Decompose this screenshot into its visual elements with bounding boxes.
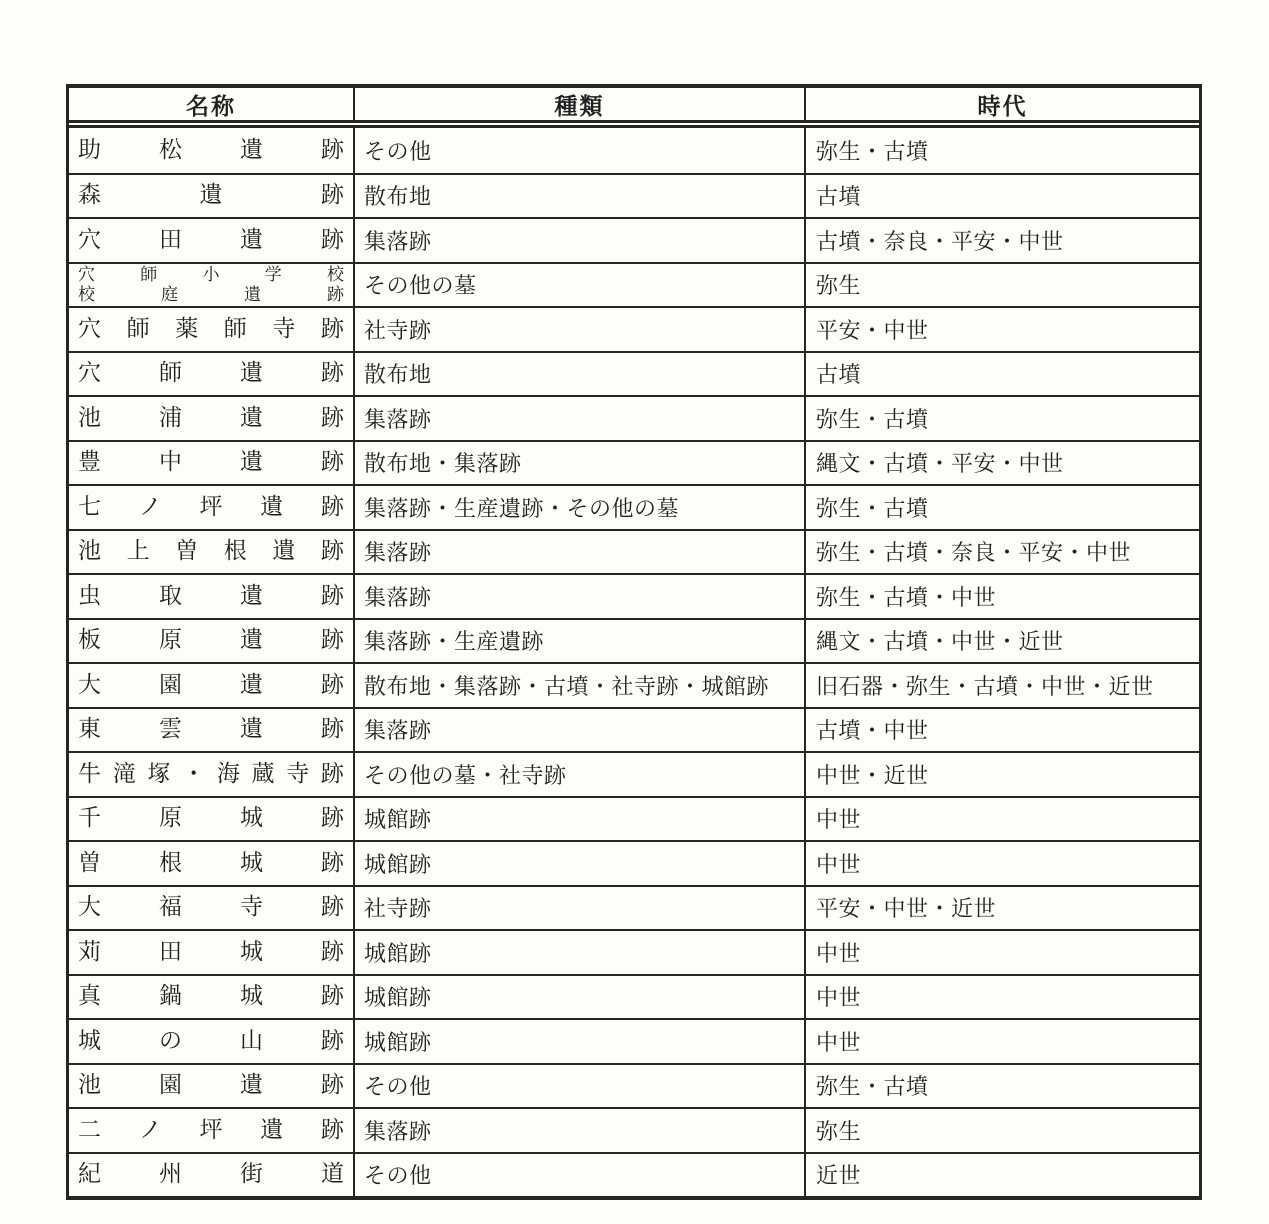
table-row — [69, 707, 1199, 752]
site-type-cell: 集落跡 — [355, 397, 806, 440]
site-type-cell: 社寺跡 — [355, 308, 806, 351]
site-type-cell: その他 — [355, 1154, 806, 1197]
site-name-line: 虫 取 遺 跡 — [78, 582, 344, 609]
table-row — [69, 974, 1199, 1019]
site-name-cell — [69, 219, 355, 262]
site-era-cell: 弥生・古墳・中世 — [816, 585, 997, 611]
site-era-cell: 古墳・中世 — [816, 719, 929, 745]
site-name-line: 七 ノ 坪 遺 跡 — [78, 493, 344, 520]
site-name-cell — [69, 1109, 355, 1152]
table-row — [69, 128, 1199, 173]
site-name-cell — [69, 397, 355, 440]
site-era-cell: 弥生・古墳 — [816, 139, 929, 165]
site-name-cell — [69, 664, 355, 707]
site-name-line: 穴 田 遺 跡 — [78, 226, 344, 253]
table-row — [69, 840, 1199, 885]
site-name-cell — [69, 931, 355, 974]
site-type-cell: その他の墓・社寺跡 — [355, 753, 806, 796]
table-row — [69, 662, 1199, 707]
site-era-cell: 弥生 — [816, 274, 862, 300]
site-name-cell — [69, 1154, 355, 1197]
table-row — [69, 395, 1199, 440]
site-type-cell: 集落跡 — [355, 709, 806, 752]
header-era: 時代 — [977, 93, 1028, 120]
site-name-cell — [69, 709, 355, 752]
table-row — [69, 306, 1199, 351]
site-name-cell — [69, 575, 355, 618]
table-row — [69, 618, 1199, 663]
site-type-cell: 集落跡 — [355, 575, 806, 618]
site-type-cell: 城館跡 — [355, 798, 806, 841]
site-era-cell: 弥生・古墳 — [816, 496, 929, 522]
site-type-cell: 散布地・集落跡・古墳・社寺跡・城館跡 — [355, 664, 806, 707]
site-era-cell: 旧石器・弥生・古墳・中世・近世 — [816, 674, 1154, 700]
site-era-cell: 古墳 — [816, 363, 862, 389]
site-type-cell: 散布地 — [355, 353, 806, 396]
site-era-cell: 中世 — [816, 986, 862, 1012]
site-name-cell — [69, 1020, 355, 1063]
site-type-cell: 城館跡 — [355, 976, 806, 1019]
site-name-line: 千 原 城 跡 — [78, 805, 344, 832]
site-era-cell: 縄文・古墳・平安・中世 — [816, 452, 1064, 478]
header-type: 種類 — [355, 88, 806, 120]
table-row — [69, 440, 1199, 485]
site-era-cell: 平安・中世・近世 — [816, 897, 997, 923]
site-type-cell: 散布地 — [355, 175, 806, 218]
site-era-cell: 弥生 — [816, 1119, 862, 1145]
table-row — [69, 529, 1199, 574]
site-era-cell: 近世 — [816, 1164, 862, 1190]
site-era-cell: 中世・近世 — [816, 763, 929, 789]
site-name-line: 池 園 遺 跡 — [78, 1072, 344, 1099]
table-row — [69, 1018, 1199, 1063]
site-era-cell: 中世 — [816, 852, 862, 878]
site-name-cell — [69, 753, 355, 796]
site-name-line: 紀 州 街 道 — [78, 1161, 344, 1188]
table-row — [69, 1063, 1199, 1108]
table-row — [69, 929, 1199, 974]
table-row — [69, 885, 1199, 930]
site-name-line: 穴 師 小 学 校 — [78, 264, 344, 285]
site-name-line: 二 ノ 坪 遺 跡 — [78, 1116, 344, 1143]
site-type-cell: 社寺跡 — [355, 887, 806, 930]
sites-table — [66, 84, 1202, 1200]
site-name-line: 大 園 遺 跡 — [78, 671, 344, 698]
table-row — [69, 262, 1199, 307]
site-type-cell: 集落跡 — [355, 219, 806, 262]
site-name-cell — [69, 264, 355, 307]
site-era-cell: 弥生・古墳 — [816, 1075, 929, 1101]
table-row — [69, 796, 1199, 841]
site-name-line: 東 雲 遺 跡 — [78, 716, 344, 743]
site-name-line: 大 福 寺 跡 — [78, 894, 344, 921]
site-name-cell — [69, 842, 355, 885]
table-row — [69, 1107, 1199, 1152]
site-name-cell — [69, 1065, 355, 1108]
site-name-line: 真 鍋 城 跡 — [78, 983, 344, 1010]
site-name-line: 助 松 遺 跡 — [78, 136, 344, 163]
table-row — [69, 484, 1199, 529]
site-name-line: 牛 滝 塚 ・ 海 蔵 寺 跡 — [78, 760, 344, 787]
table-row — [69, 751, 1199, 796]
site-name-line: 豊 中 遺 跡 — [78, 449, 344, 476]
table-row — [69, 173, 1199, 218]
site-era-cell: 古墳・奈良・平安・中世 — [816, 229, 1064, 255]
site-name-cell — [69, 531, 355, 574]
site-type-cell: 城館跡 — [355, 842, 806, 885]
site-name-line: 池 浦 遺 跡 — [78, 404, 344, 431]
table-row — [69, 351, 1199, 396]
site-name-cell — [69, 308, 355, 351]
site-name-cell — [69, 175, 355, 218]
site-name-cell — [69, 128, 355, 173]
site-era-cell: 縄文・古墳・中世・近世 — [816, 630, 1064, 656]
site-name-cell — [69, 976, 355, 1019]
site-type-cell: その他 — [355, 1065, 806, 1108]
site-name-line: 穴 師 遺 跡 — [78, 360, 344, 387]
site-type-cell: 集落跡・生産遺跡・その他の墓 — [355, 486, 806, 529]
site-era-cell: 中世 — [816, 941, 862, 967]
site-name-line: 板 原 遺 跡 — [78, 627, 344, 654]
site-type-cell: その他 — [355, 128, 806, 173]
site-era-cell: 中世 — [816, 1030, 862, 1056]
site-name-cell — [69, 486, 355, 529]
site-name-line: 穴 師 薬 師 寺 跡 — [78, 315, 344, 342]
site-type-cell: 集落跡 — [355, 1109, 806, 1152]
site-name-cell — [69, 620, 355, 663]
site-era-cell: 弥生・古墳・奈良・平安・中世 — [816, 541, 1132, 567]
site-era-cell: 弥生・古墳 — [816, 407, 929, 433]
header-name: 名称 — [69, 88, 355, 120]
site-type-cell: 城館跡 — [355, 931, 806, 974]
site-era-cell: 平安・中世 — [816, 318, 929, 344]
table-header-row — [69, 88, 1199, 128]
site-type-cell: 城館跡 — [355, 1020, 806, 1063]
site-name-line: 曽 根 城 跡 — [78, 849, 344, 876]
table-row — [69, 217, 1199, 262]
site-type-cell: 集落跡・生産遺跡 — [355, 620, 806, 663]
site-name-cell — [69, 353, 355, 396]
site-name-cell — [69, 798, 355, 841]
table-body — [69, 128, 1199, 1196]
site-era-cell: 古墳 — [816, 185, 862, 211]
site-type-cell: 散布地・集落跡 — [355, 442, 806, 485]
site-name-line: 城 の 山 跡 — [78, 1027, 344, 1054]
site-era-cell: 中世 — [816, 808, 862, 834]
site-name-line: 苅 田 城 跡 — [78, 938, 344, 965]
site-type-cell: 集落跡 — [355, 531, 806, 574]
table-row — [69, 573, 1199, 618]
site-name-line: 森 遺 跡 — [78, 182, 344, 209]
table-row — [69, 1152, 1199, 1197]
site-name-cell — [69, 442, 355, 485]
site-name-cell — [69, 887, 355, 930]
site-name-line: 校 庭 遺 跡 — [78, 284, 344, 305]
site-type-cell: その他の墓 — [355, 264, 806, 307]
site-name-line: 池 上 曽 根 遺 跡 — [78, 538, 344, 565]
